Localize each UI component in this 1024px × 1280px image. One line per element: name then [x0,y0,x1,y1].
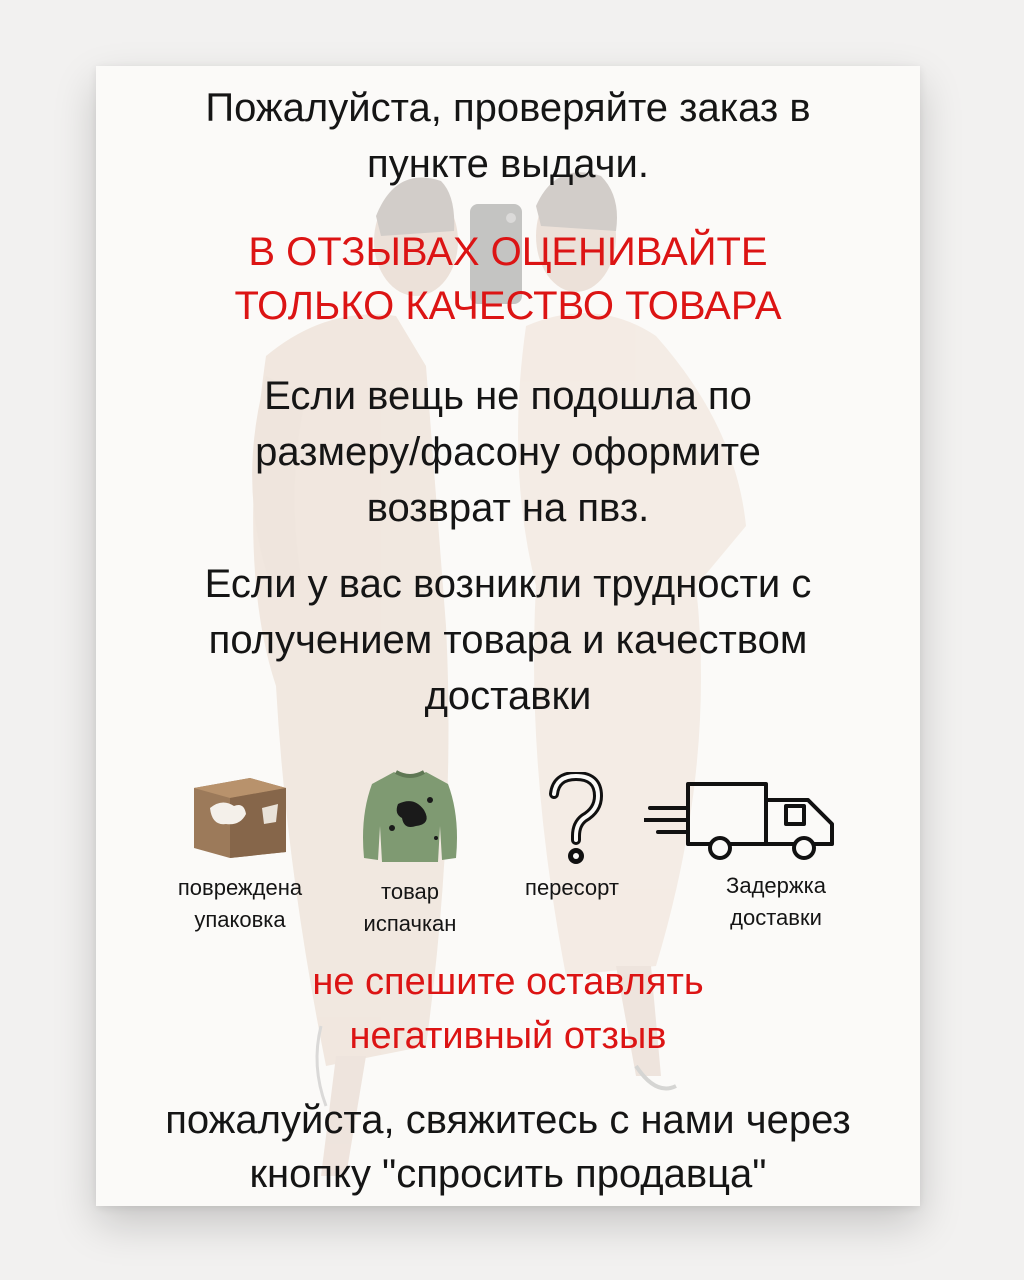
issue-label-stained-item [330,876,490,940]
damaged-box-icon [190,768,290,860]
return-line-2: размеру/фасону оформите [255,430,761,474]
stained-sweater-icon [358,766,462,866]
contact-line-1: пожалуйста, свяжитесь с нами через [165,1098,851,1142]
delivery-truck-icon [644,778,838,862]
trouble-line-2: получением товара и качеством [208,618,808,662]
return-line-3: возврат на пвз. [366,486,650,530]
trouble-line-1: Если у вас возникли трудности с [204,562,812,606]
notice-card [96,66,920,1206]
issue-label-damaged-box [160,872,320,936]
contact-line-2: кнопку "спросить продавца" [249,1152,767,1196]
issue-label-mis-sort [492,872,652,904]
no-negative-line-2: негативный отзыв [349,1015,667,1057]
no-negative-line-1: не спешите оставлять [312,961,704,1003]
issue-label-line: Задержка [726,873,826,898]
question-mark-icon [546,772,606,868]
issue-label-line: испачкан [363,911,457,936]
issue-label-line: пересорт [525,875,619,900]
issue-label-delivery-delay [696,870,856,934]
issue-label-line: товар [381,879,439,904]
trouble-line-3: доставки [424,674,592,718]
issue-label-line: повреждена [177,875,303,900]
reviews-warning-line-1: В ОТЗЫВАХ ОЦЕНИВАЙТЕ [248,230,768,274]
return-line-1: Если вещь не подошла по [264,374,752,418]
intro-line-1: Пожалуйста, проверяйте заказ в [205,86,811,130]
reviews-warning-line-2: ТОЛЬКО КАЧЕСТВО ТОВАРА [234,284,782,328]
intro-line-2: пункте выдачи. [367,142,649,186]
issue-label-line: доставки [730,905,822,930]
issue-label-line: упаковка [194,907,286,932]
